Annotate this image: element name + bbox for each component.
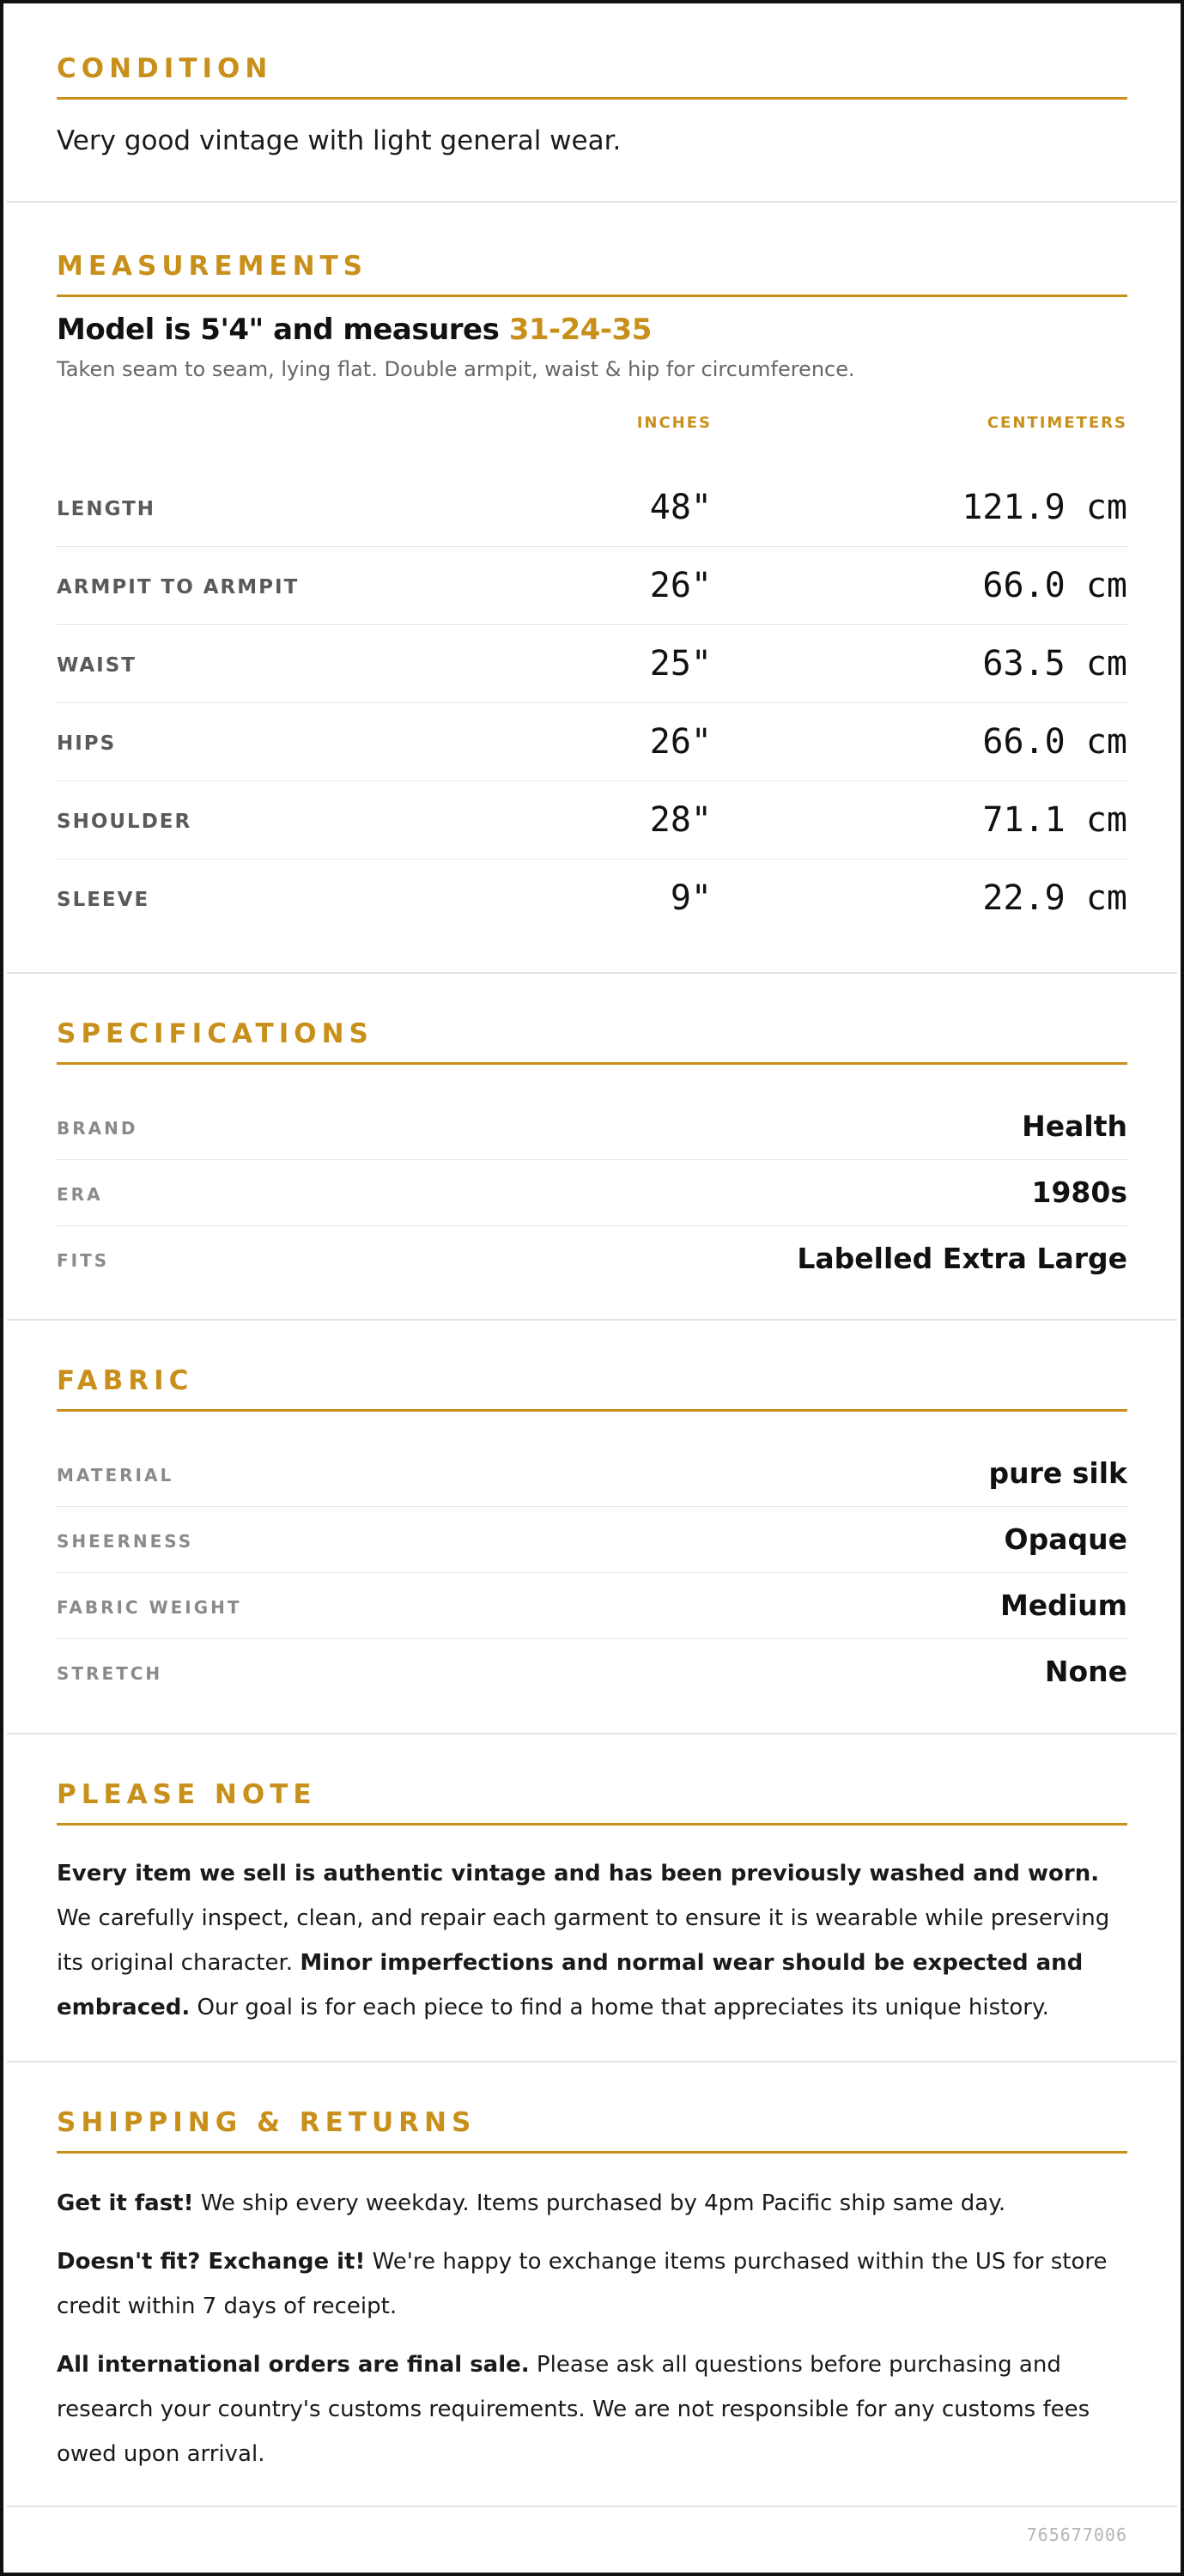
fabric-row	[57, 1507, 1127, 1573]
measurements-section	[7, 203, 1177, 974]
shipping-section	[7, 2063, 1177, 2507]
fabric-heading: FABRIC	[57, 1358, 1127, 1412]
measurement-cm: 121.9 cm	[962, 488, 1127, 527]
please-note-heading: PLEASE NOTE	[57, 1772, 1127, 1826]
fabric-value: pure silk	[988, 1456, 1127, 1490]
model-measurements: Model is 5'4" and measures 31-24-35	[57, 313, 652, 347]
fabric-label: FABRIC WEIGHT	[57, 1597, 242, 1618]
spec-label: FITS	[57, 1250, 110, 1271]
shipping-international-text: All international orders are final sale. Please ask all questions before purchasing and research your country's customs requirements. We are not responsible for any customs fees owed upon arrival.	[57, 2352, 1090, 2467]
measurement-row	[57, 625, 1127, 703]
measurement-row	[57, 547, 1127, 625]
spec-label: ERA	[57, 1184, 103, 1205]
measurement-label: WAIST	[57, 654, 137, 677]
specifications-section	[7, 974, 1177, 1321]
measurement-inches: 9"	[670, 878, 712, 918]
fabric-label: MATERIAL	[57, 1465, 174, 1485]
spec-label: BRAND	[57, 1118, 138, 1139]
measurements-heading: MEASUREMENTS	[57, 244, 1127, 297]
shipping-exchange-text: Doesn't fit? Exchange it! We're happy to exchange items purchased within the US for store credit within 7 days of receipt.	[57, 2249, 1108, 2319]
measurement-row	[57, 781, 1127, 860]
shipping-heading: SHIPPING & RETURNS	[57, 2100, 1127, 2154]
fabric-label: SHEERNESS	[57, 1531, 194, 1552]
measurement-cm: 71.1 cm	[982, 800, 1127, 840]
fabric-value: None	[1044, 1655, 1127, 1688]
measurement-label: HIPS	[57, 732, 117, 755]
spec-value: 1980s	[1031, 1176, 1127, 1209]
measurement-label: ARMPIT TO ARMPIT	[57, 576, 300, 598]
measurement-label: SHOULDER	[57, 811, 192, 833]
spec-row	[57, 1160, 1127, 1226]
spec-value: Health	[1022, 1109, 1127, 1143]
measurement-cm: 63.5 cm	[982, 644, 1127, 683]
shipping-fast-text: Get it fast! We ship every weekday. Items purchased by 4pm Pacific ship same day.	[57, 2190, 1006, 2216]
measurement-cm: 66.0 cm	[982, 722, 1127, 762]
measurement-row	[57, 860, 1127, 938]
condition-text: Very good vintage with light general wear.	[57, 125, 622, 156]
model-stats: 31-24-35	[508, 313, 652, 347]
spec-row	[57, 1226, 1127, 1292]
fabric-value: Opaque	[1004, 1522, 1127, 1556]
measurement-label: LENGTH	[57, 498, 156, 520]
please-note-section	[7, 1735, 1177, 2063]
fabric-section	[7, 1321, 1177, 1735]
column-header-centimeters: CENTIMETERS	[987, 414, 1127, 432]
measurement-row	[57, 469, 1127, 547]
spec-value: Labelled Extra Large	[797, 1242, 1127, 1275]
fabric-row	[57, 1639, 1127, 1705]
condition-heading: CONDITION	[57, 46, 1127, 100]
condition-section	[7, 3, 1177, 203]
fabric-row	[57, 1441, 1127, 1507]
measurement-label: SLEEVE	[57, 889, 150, 911]
specifications-heading: SPECIFICATIONS	[57, 1012, 1127, 1065]
measurement-cm: 22.9 cm	[982, 878, 1127, 918]
fabric-row	[57, 1573, 1127, 1639]
measurement-cm: 66.0 cm	[982, 566, 1127, 605]
column-header-inches: INCHES	[636, 414, 712, 432]
sku-number: 765677006	[1026, 2524, 1127, 2545]
fabric-label: STRETCH	[57, 1663, 163, 1684]
measurement-inches: 25"	[649, 644, 712, 683]
measurement-row	[57, 703, 1127, 781]
measurement-inches: 48"	[649, 488, 712, 527]
measurement-inches: 26"	[649, 722, 712, 762]
spec-row	[57, 1094, 1127, 1160]
please-note-text: Every item we sell is authentic vintage and has been previously washed and worn. We carefully inspect, clean, and repair each garment to ensure it is wearable while preserving its original character. Minor imperfections and normal wear should be expected and embraced. Our goal is for each piece to find a home that appreciates its unique history.	[57, 1861, 1110, 2020]
fabric-value: Medium	[999, 1589, 1127, 1622]
measurements-subtext: Taken seam to seam, lying flat. Double armpit, waist & hip for circumference.	[57, 357, 855, 381]
measurement-inches: 28"	[649, 800, 712, 840]
measurement-inches: 26"	[649, 566, 712, 605]
